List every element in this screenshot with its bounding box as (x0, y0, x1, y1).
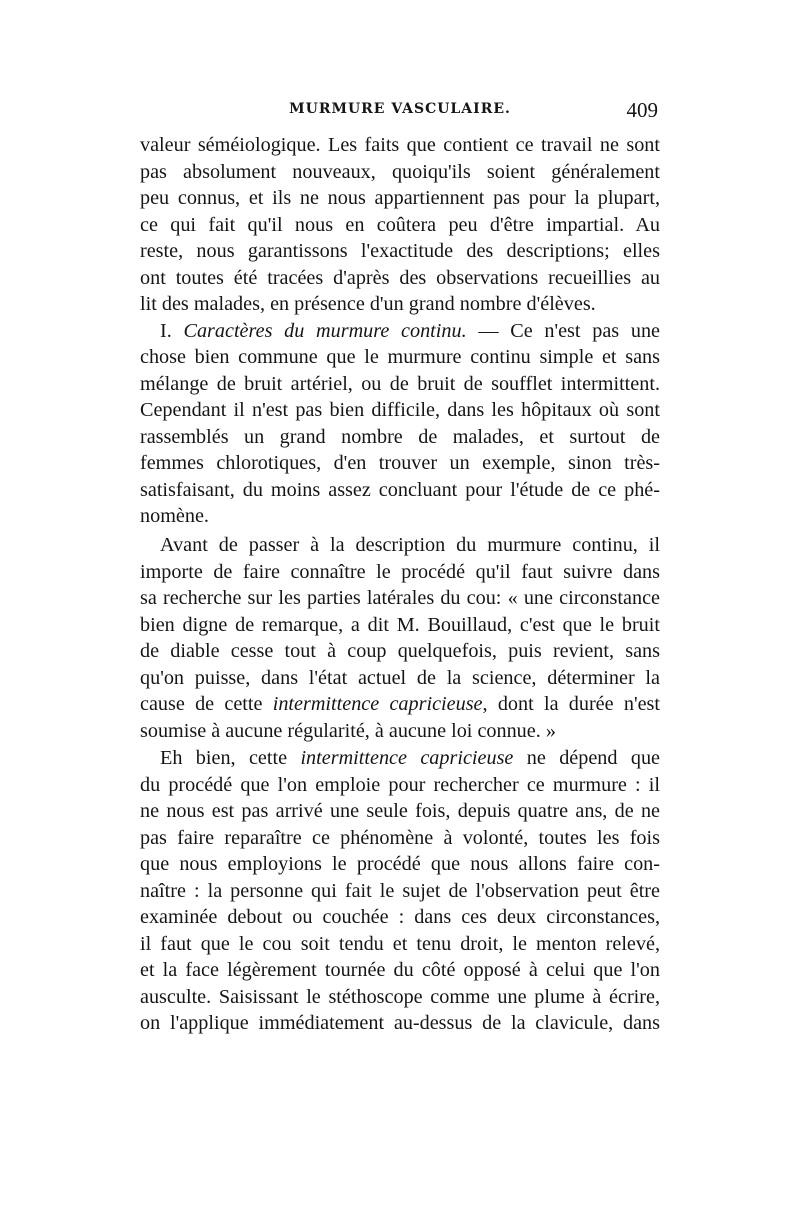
text-line: satisfaisant, du moins assez concluant pour l'étude de ce phé- (140, 478, 660, 501)
text-line: mélange de bruit artériel, ou de bruit de soufflet intermittent. (140, 372, 660, 395)
italic-phrase: intermittence capricieuse (272, 693, 483, 715)
text-line: rassemblés un grand nombre de malades, et surtout de (140, 425, 660, 448)
text-line: reste, nous garantissons l'exactitude des descriptions; elles (140, 240, 660, 262)
running-header (140, 98, 660, 122)
text-line: peu connus, et ils ne nous appartiennent pas pour la plupart, (140, 187, 660, 209)
text-line: ne nous est pas arrivé une seule fois, depuis quatre ans, de ne (140, 800, 660, 822)
text-line: bien digne de remarque, a dit M. Bouillaud, c'est que le bruit (140, 613, 660, 636)
text-line: valeur séméiologique. Les faits que contient ce travail ne sont (140, 134, 660, 156)
section-number: I. (160, 319, 184, 342)
line-tail: ne dépend que (513, 747, 661, 769)
line-tail: , dont la durée n'est (482, 693, 661, 715)
text-line: examinée debout ou couchée : dans ces deux circonstances, (140, 906, 660, 928)
line-lead: cause de cette (140, 693, 273, 715)
text-line: naître : la personne qui fait le sujet de l'observation peut être (140, 879, 660, 902)
text-line: soumise à aucune régularité, à aucune loi connue. » (140, 719, 556, 742)
section-heading-line (140, 318, 660, 345)
text-line (140, 691, 660, 718)
text-line: que nous employions le procédé que nous allons faire con- (140, 853, 660, 875)
text-line: Cependant il n'est pas bien difficile, dans les hôpitaux où sont (140, 399, 660, 421)
text-line: on l'applique immédiatement au-dessus de la clavicule, dans (140, 1012, 660, 1034)
italic-phrase: intermittence capricieuse (300, 747, 514, 769)
text-line: importe de faire connaître le procédé qu'il faut suivre dans (140, 560, 660, 583)
text-line: ont toutes été tracées d'après des observations recueillies au (140, 266, 660, 289)
line-tail: — Ce n'est pas une (466, 319, 660, 342)
text-line: qu'on puisse, dans l'état actuel de la science, déterminer la (140, 666, 660, 689)
page-number: 409 (626, 98, 658, 122)
text-line: femmes chlorotiques, d'en trouver un exemple, sinon très- (140, 452, 660, 474)
text-line: de diable cesse tout à coup quelquefois, puis revient, sans (140, 640, 660, 662)
text-line: lit des malades, en présence d'un grand nombre d'élèves. (140, 293, 596, 315)
text-line: nomène. (140, 505, 209, 527)
running-title: MURMURE VASCULAIRE. (289, 101, 511, 117)
text-line: du procédé que l'on emploie pour rechercher ce murmure : il (140, 773, 660, 796)
text-line: et la face légèrement tournée du côté opposé à celui que l'on (140, 959, 660, 981)
text-line: sa recherche sur les parties latérales du cou: « une circonstance (140, 587, 660, 609)
text-line: pas absolument nouveaux, quoiqu'ils soient généralement (140, 160, 660, 183)
text-line: ce qui fait qu'il nous en coûtera peu d'être impartial. Au (140, 213, 660, 236)
line-lead: Eh bien, cette (160, 747, 301, 769)
text-line: ausculte. Saisissant le stéthoscope comme une plume à écrire, (140, 985, 660, 1008)
text-line: pas faire reparaître ce phénomène à volonté, toutes les fois (140, 826, 660, 849)
section-title: Caractères du murmure continu. (183, 319, 467, 342)
text-line: chose bien commune que le murmure continu simple et sans (140, 346, 660, 368)
text-line (140, 745, 660, 772)
text-line: il faut que le cou soit tendu et tenu droit, le menton relevé, (140, 932, 660, 955)
text-line: Avant de passer à la description du murmure continu, il (160, 534, 660, 556)
